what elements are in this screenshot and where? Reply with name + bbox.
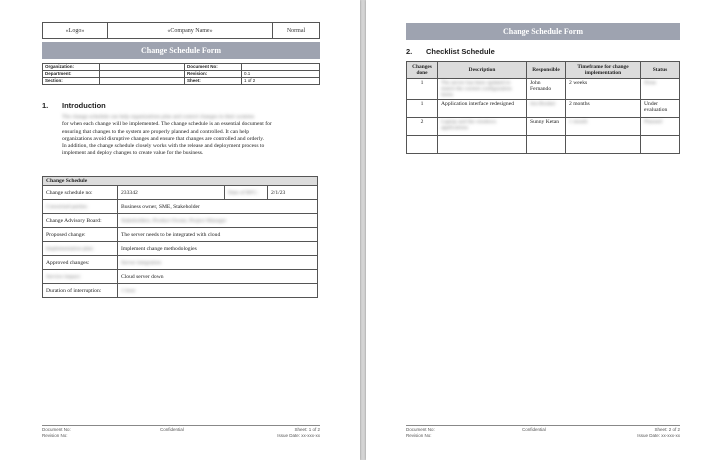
table-row: Change schedule no: 233342 Date of RFC: 2/1/23 <box>43 186 318 200</box>
header-table <box>42 22 320 39</box>
table-row: Approved changes: Server integration <box>43 256 318 270</box>
change-schedule-title: Change Schedule <box>43 177 318 186</box>
footer-confidential: Confidential <box>160 427 184 432</box>
checklist-table <box>406 61 680 154</box>
classification: Normal <box>273 23 320 39</box>
table-row: Concerned parties: Business owner, SME, Stakeholder <box>43 200 318 214</box>
document-meta-table <box>42 63 320 85</box>
change-schedule-table <box>42 176 318 298</box>
footer-confidential: Confidential <box>522 427 546 432</box>
footer-divider <box>42 425 320 426</box>
section-heading-introduction: 1. Introduction <box>42 101 106 110</box>
meta-row: Organization: Document No: <box>43 64 320 71</box>
table-row: Service impact: Cloud server down <box>43 270 318 284</box>
footer-divider <box>406 425 680 426</box>
introduction-paragraph: The change schedule can help organizations plan and control changes in their systems for when each change will be implemented. The change schedule is an essential document for ensuring that changes to the system are properly planned and controlled. It can help organizations avoid disruptive changes and ensure that changes are controlled and orderly. In addition, the change schedule closely works with the release and deployment process to implement and deploy changes to create value for the business. <box>62 114 318 158</box>
table-row: Change Advisory Board: Stakeholders, Product Owner, Project Manager <box>43 214 318 228</box>
company-name: «Company Name» <box>108 23 273 39</box>
table-row: Proposed change: The server needs to be integrated with cloud <box>43 228 318 242</box>
table-header-row: Changes done Description Responsible Timeframe for change implementation Status <box>407 62 680 79</box>
meta-row: Section: Sheet: 1 of 2 <box>43 78 320 85</box>
footer-right: Sheet: 1 of 2 Issue Date: xx-xxx-xx <box>277 427 320 438</box>
table-row <box>407 136 680 154</box>
footer-left: Document No: Revision No: <box>406 427 435 438</box>
table-row: 1 The server has been updated to match the current configuration items John Fernando 2 weeks Done <box>407 79 680 100</box>
footer-left: Document No: Revision No: <box>42 427 71 438</box>
table-row: Implementation plan: Implement change methodologies <box>43 242 318 256</box>
table-row: 1 Application interface redesigned Jon Booker 2 months Under evaluation <box>407 100 680 118</box>
form-title-banner: Change Schedule Form <box>42 42 320 59</box>
table-row: Duration of interruption: 1 hour <box>43 284 318 298</box>
table-row: 2 Laptop and the windows applications Sunny Ketan 1 month Planned <box>407 118 680 136</box>
document-page-2 <box>366 0 720 460</box>
form-title-banner: Change Schedule Form <box>406 23 680 40</box>
section-heading-checklist: 2. Checklist Schedule <box>406 47 495 56</box>
meta-row: Department: Revision: 0.1 <box>43 71 320 78</box>
footer-right: Sheet: 2 of 2 Issue Date: xx-xxx-xx <box>637 427 680 438</box>
logo-placeholder: «Logo» <box>43 23 108 39</box>
blurred-line: The change schedule can help organizations plan and control changes in their systems <box>62 114 255 120</box>
